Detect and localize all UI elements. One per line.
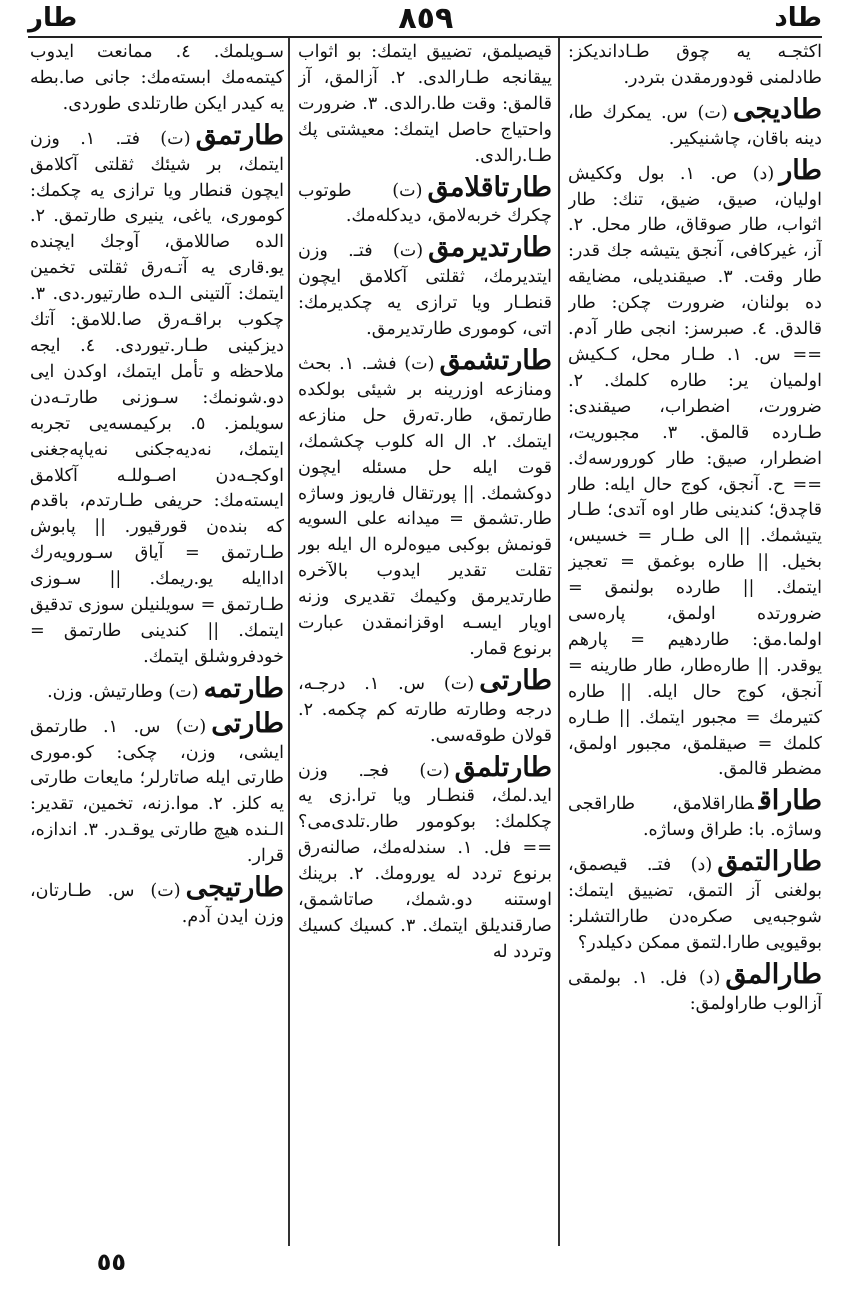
entry-headword: طاراق bbox=[758, 785, 822, 817]
entry-headword: طارتی bbox=[479, 664, 552, 696]
dictionary-entry bbox=[30, 40, 284, 118]
dictionary-entry bbox=[568, 156, 822, 784]
dictionary-entry bbox=[298, 173, 552, 231]
dictionary-entry bbox=[298, 666, 552, 750]
entry-definition: (د) فل. ١. بولمقی آزالوب طاراولمق: bbox=[568, 967, 822, 1014]
signature-mark: ٥٥ bbox=[96, 1248, 126, 1276]
entry-definition: (ت) فتـ. ١. وزن ایتمك، بر شیئك ثقلتی آكلامق ایچون قنطار ویا ترازی یه چكمك: كوموری، یاغی، ینیری طارتمق. ٢. الده صاللامق، آوجك ایچنده یو.قاری یه آتـه‌رق ثقلتی تخمین ایتمك: آلتینی الـده طارتیور.دی. ٣. چكوب براقـه‌رق صا.للامق: آتك دیزكینی طـار.تیوردی. ٤. ایجه ملاحظه و تأمل ایتمك، اوكدن ایی دو.شونمك: سـوزنی طارتـه‌دن سویلمز. ٥. بركیمسه‌یی تجربه ایتمك، نه‌دیه‌جكنی نه‌یاپه‌جغنی اوكجـه‌دن اصـوللـه آكلامق ایسته‌مك: حریفی طـارتدم، باقدم كه بنده‌ن قورقیور. || پابوش طـارتمق = آیاق سـورویه‌رك اداايله یو.ریمك. || سـوزی طـارتمق = سویلنیلن سوزی تدقیق ایتمك. || كندینی طارتمق = خودفروشلق ایتمك. bbox=[30, 128, 284, 667]
entry-definition: (ت) فشـ. ١. بحث ومنازعه اوزرینه بر شیئی بولكده طارتمق، طار.ته‌رق حل منازعه ایتمك. ٢. ال اله كلوب چكشمك، قوت ايله حل مسئله ایچون دوكشمك. || پورتقال فاریوز وساژه طار.تشمق = میدانه علی السویه قونمش بوكبی میوه‌لره ال ايله بور تقلت تقدیر ایدوب بالآخره طارتدیرمق وكیمك تقدیری وزنه اويار ایسـه اوقزانمقدن عبارت برنوع قمار. bbox=[298, 353, 552, 659]
dictionary-entry bbox=[30, 709, 284, 870]
entry-definition: (ت) س. ١. طارتمق ایشی، وزن، چكی: كو.موری طارتی ايله صاتارلر؛ مایعات طارتی یه كلز. ٢. موا.زنه، تخمین، تقدیر: الـنده هیچ طارتی یوقـدر. ٣. اندازه، قرار. bbox=[30, 716, 284, 867]
header-right-word: طاد bbox=[774, 3, 822, 33]
column-divider bbox=[558, 38, 560, 1246]
page-header bbox=[28, 0, 822, 36]
dictionary-entry bbox=[30, 873, 284, 931]
header-left-word: طار bbox=[28, 3, 78, 33]
column-right bbox=[568, 40, 822, 1244]
dictionary-entry bbox=[568, 960, 822, 1018]
column-middle bbox=[298, 40, 552, 1244]
entry-headword: طارالمق bbox=[725, 958, 822, 990]
dictionary-entry bbox=[568, 847, 822, 957]
entry-headword: طارتلمق bbox=[454, 751, 552, 783]
entry-definition: (ت) س. طـارتان، وزن ایدن آدم. bbox=[30, 881, 284, 927]
column-divider bbox=[288, 38, 290, 1246]
entry-headword: طارتدیرمق bbox=[428, 232, 552, 264]
entry-definition: (د) ص. ١. بول وككيش اولیان، صیق، ضیق، تنك: طار اثواب، طار صوقاق، طار محل. ٢. آز، غیركافی، آنجق یتیشه جك قدر: طار وقت. ٣. صیقندیلی، مضایقه ده بولنان، ضرورت چكن: طار قالدق. ٤. صبرسز: انجی طار آدم. == س. ١. طـار محل، كـكيش اولمیان یر: طاره كلمك. ٢. ضرورت، اضطراب، صیقندی: طـارده قالمق. ٣. مجبوریت، اضطرار، صیق: طار كورورسه‌ك. == ح. آنجق، كوج حال ايله: طار قاچدق؛ كندینی طار اوه آتدی؛ طـار یتیشمك. || الی طـار = خسیس، بخیل. || طاره بوغمق = تعجیز ایتمك. || طارده بولنمق = ضرورتده اولمق، پاره‌سی اولما.مق: طاردهیم = پارهم یوقدر. || طاره‌طار، طار طارینه = آنجق، كوج حال ايله. || طاره كتیرمك = مجبور ایتمك. || طـاره كلمك = صیقلمق، مجبور اولمق، مضطر قالمق. bbox=[568, 163, 822, 780]
entry-definition: طاراقلامق، طاراقجی وساژه. با: طراق وساژه. bbox=[568, 794, 822, 841]
entry-definition: اكثجـه يه چوق طـاداندیكز: طادلمنی قودورمقدن بتردر. bbox=[568, 42, 822, 88]
entry-definition: (د) فتـ. قیصمق، بولغنی آز التمق، تضییق ایتمك: شوجبه‌یی صكره‌دن طارالتشلر: بوقیویی طارا.لتمق ممكن دكیلدر؟ bbox=[568, 855, 822, 953]
entry-headword: طارتی bbox=[211, 707, 284, 739]
dictionary-entry bbox=[30, 121, 284, 671]
dictionary-entry bbox=[298, 753, 552, 966]
dictionary-entry bbox=[298, 233, 552, 343]
dictionary-entry bbox=[568, 95, 822, 153]
dictionary-entry bbox=[568, 40, 822, 92]
entry-definition: (ت) فتـ. وزن ایتدیرمك، ثقلتی آكلامق ایچون قنطـار ویا ترازی یه چكدیرمك: اتی، كومورى طارتدیرمق. bbox=[298, 241, 552, 340]
entry-headword: طارتیجی bbox=[185, 872, 284, 904]
entry-definition: (ت) فجـ. وزن ايد.لمك، قنطـار ویا ترا.زی یه چكلمك: بوكومور طار.تلدی‌می؟ == فل. ١. سندله‌مك، صالنه‌رق برنوع تردد له یورومك. ٢. برینك اوستنه دو.شمك، صاتاشمق، صارقندیلق ایتمك. ٣. كسیك كسیك وتردد له bbox=[298, 760, 552, 962]
entry-headword: طارالتمق bbox=[717, 846, 822, 878]
dictionary-entry bbox=[568, 786, 822, 844]
header-rule bbox=[28, 36, 822, 38]
page-number: ٨٥٩ bbox=[398, 0, 454, 36]
entry-definition: سـویلمك. ٤. ممانعت ایدوب كیتمه‌مك ابسته‌مك: جانی صا.بطه یه كیدر ایكن طارتلدی طوردی. bbox=[30, 42, 284, 114]
entry-definition: (ت) طوتوب چكرك خربه‌لامق، دیدكله‌مك. bbox=[298, 180, 552, 227]
dictionary-entry bbox=[298, 40, 552, 170]
dictionary-entry bbox=[30, 674, 284, 706]
entry-definition: قیصیلمق، تضییق ایتمك: بو اثواب ییقانجه طـارالدی. ٢. آزالمق، آز قالمق: وقت طا.رالدی. ٣. ضرورت واحتیاج حاصل ایتمك: معیشتی پك طـا.رالدی. bbox=[298, 42, 552, 166]
entry-definition: (ت) س. یمكرك طا، دینه باقان، چاشنیكير. bbox=[568, 102, 822, 149]
entry-headword: طارتاقلامق bbox=[427, 171, 552, 203]
entry-definition: (ت) وطارتیش. وزن. bbox=[47, 681, 199, 702]
entry-headword: طارتمه bbox=[203, 672, 284, 704]
entry-headword: طادیجی bbox=[732, 93, 822, 125]
column-left bbox=[30, 40, 284, 1244]
entry-headword: طار bbox=[779, 154, 822, 186]
entry-headword: طارتشمق bbox=[439, 344, 552, 376]
dictionary-entry bbox=[298, 346, 552, 663]
entry-headword: طارتمق bbox=[195, 119, 284, 151]
entry-definition: (ت) س. ١. درجـه، درجه وطارته طارته كم چكمه. ٢. قولان طوقه‌سی. bbox=[298, 673, 552, 746]
